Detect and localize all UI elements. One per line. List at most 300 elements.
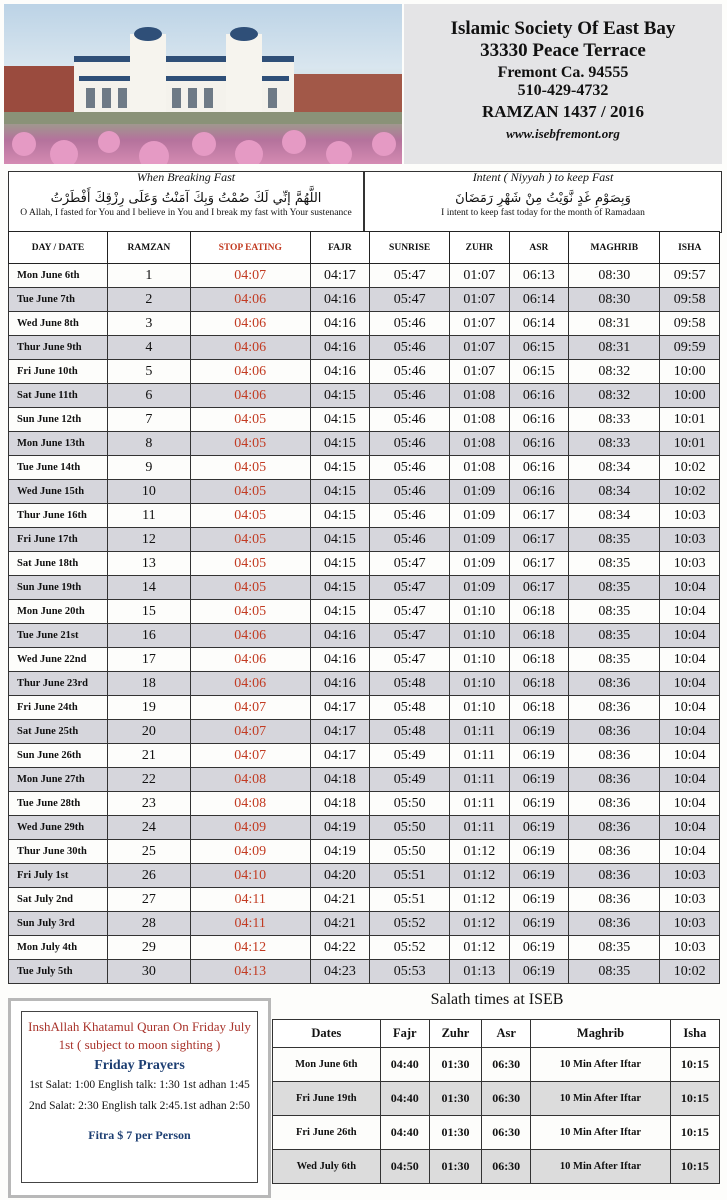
- stop-eating-cell: 04:08: [190, 768, 310, 792]
- table-row: [9, 912, 720, 936]
- ramzan-day-cell: 13: [108, 552, 191, 576]
- day-date-cell: Wed June 22nd: [9, 648, 108, 672]
- asr-cell: 06:19: [509, 888, 569, 912]
- fajr-cell: 04:16: [310, 360, 370, 384]
- asr-cell: 06:17: [509, 528, 569, 552]
- table-row: [9, 624, 720, 648]
- notice-inner: [21, 1011, 258, 1183]
- ramzan-day-cell: 26: [108, 864, 191, 888]
- day-date-cell: Tue July 5th: [9, 960, 108, 984]
- table-row: [9, 864, 720, 888]
- asr-cell: 06:13: [509, 264, 569, 288]
- maghrib-cell: 08:32: [569, 384, 660, 408]
- sunrise-cell: 05:51: [370, 888, 450, 912]
- stop-eating-cell: 04:06: [190, 312, 310, 336]
- fajr-cell: 04:23: [310, 960, 370, 984]
- ramzan-day-cell: 17: [108, 648, 191, 672]
- fajr-cell: 04:16: [310, 648, 370, 672]
- first-salat: 1st Salat: 1:00 English talk: 1:30 1st adhan 1:45: [29, 1079, 250, 1091]
- salath-asr-cell: 06:30: [482, 1150, 531, 1184]
- day-date-cell: Wed June 15th: [9, 480, 108, 504]
- sunrise-cell: 05:48: [370, 720, 450, 744]
- ramzan-day-cell: 20: [108, 720, 191, 744]
- salath-body: [273, 1048, 720, 1184]
- day-date-cell: Tue June 21st: [9, 624, 108, 648]
- stop-eating-cell: 04:11: [190, 888, 310, 912]
- zuhr-cell: 01:10: [450, 600, 510, 624]
- fajr-cell: 04:15: [310, 384, 370, 408]
- stop-eating-cell: 04:06: [190, 648, 310, 672]
- isha-cell: 09:58: [660, 312, 720, 336]
- org-website[interactable]: www.isebfremont.org: [506, 126, 620, 141]
- fajr-cell: 04:19: [310, 840, 370, 864]
- zuhr-cell: 01:07: [450, 360, 510, 384]
- table-row: [9, 480, 720, 504]
- salath-date-cell: Wed July 6th: [273, 1150, 381, 1184]
- stop-eating-cell: 04:09: [190, 840, 310, 864]
- table-row: [9, 720, 720, 744]
- timetable-body: [9, 264, 720, 984]
- day-date-cell: Mon June 13th: [9, 432, 108, 456]
- zuhr-cell: 01:11: [450, 816, 510, 840]
- day-date-cell: Sat June 18th: [9, 552, 108, 576]
- isha-cell: 10:01: [660, 432, 720, 456]
- day-date-cell: Sat June 11th: [9, 384, 108, 408]
- day-date-cell: Fri June 10th: [9, 360, 108, 384]
- sunrise-cell: 05:47: [370, 576, 450, 600]
- fajr-cell: 04:16: [310, 624, 370, 648]
- sunrise-cell: 05:46: [370, 432, 450, 456]
- stop-eating-cell: 04:05: [190, 528, 310, 552]
- asr-cell: 06:16: [509, 480, 569, 504]
- sunrise-cell: 05:48: [370, 672, 450, 696]
- isha-cell: 10:02: [660, 480, 720, 504]
- table-row: [9, 696, 720, 720]
- table-row: [9, 312, 720, 336]
- asr-cell: 06:18: [509, 648, 569, 672]
- sunrise-cell: 05:50: [370, 840, 450, 864]
- fajr-cell: 04:21: [310, 912, 370, 936]
- sunrise-cell: 05:50: [370, 792, 450, 816]
- maghrib-cell: 08:35: [569, 600, 660, 624]
- table-row: [9, 600, 720, 624]
- stop-eating-cell: 04:06: [190, 624, 310, 648]
- day-date-cell: Thur June 30th: [9, 840, 108, 864]
- salath-row: [273, 1082, 720, 1116]
- asr-cell: 06:18: [509, 672, 569, 696]
- ramzan-day-cell: 19: [108, 696, 191, 720]
- table-row: [9, 960, 720, 984]
- table-row: [9, 576, 720, 600]
- isha-cell: 10:04: [660, 672, 720, 696]
- second-salat: 2nd Salat: 2:30 English talk 2:45.1st adhan 2:50: [28, 1100, 251, 1112]
- dua-intent-english: I intent to keep fast today for the month of Ramadaan: [441, 208, 645, 218]
- dua-intent-caption: Intent ( Niyyah ) to keep Fast: [472, 170, 614, 184]
- zuhr-cell: 01:10: [450, 672, 510, 696]
- salath-header-fajr: Fajr: [380, 1020, 429, 1048]
- ramzan-day-cell: 6: [108, 384, 191, 408]
- stop-eating-cell: 04:05: [190, 456, 310, 480]
- table-row: [9, 432, 720, 456]
- ramzan-day-cell: 28: [108, 912, 191, 936]
- salath-date-cell: Fri June 26th: [273, 1116, 381, 1150]
- ramzan-year: RAMZAN 1437 / 2016: [482, 102, 644, 121]
- fitra-amount: Fitra $ 7 per Person: [88, 1128, 191, 1142]
- table-row: [9, 768, 720, 792]
- salath-row: [273, 1150, 720, 1184]
- zuhr-cell: 01:10: [450, 624, 510, 648]
- sunrise-cell: 05:53: [370, 960, 450, 984]
- table-row: [9, 744, 720, 768]
- zuhr-cell: 01:09: [450, 552, 510, 576]
- dua-intent-arabic: وَبِصَوْمِ غَدٍ نَّوَيْتُ مِنْ شَهْرِ رَمَضَانَ: [455, 191, 631, 206]
- maghrib-cell: 08:36: [569, 768, 660, 792]
- stop-eating-cell: 04:12: [190, 936, 310, 960]
- asr-cell: 06:17: [509, 552, 569, 576]
- isha-cell: 10:04: [660, 720, 720, 744]
- isha-cell: 10:03: [660, 552, 720, 576]
- sunrise-cell: 05:47: [370, 648, 450, 672]
- table-row: [9, 288, 720, 312]
- maghrib-cell: 08:31: [569, 312, 660, 336]
- table-row: [9, 936, 720, 960]
- stop-eating-cell: 04:06: [190, 336, 310, 360]
- dua-breaking-box: [8, 171, 364, 233]
- salath-header-dates: Dates: [273, 1020, 381, 1048]
- table-row: [9, 456, 720, 480]
- header-zuhr: ZUHR: [450, 232, 510, 264]
- zuhr-cell: 01:12: [450, 912, 510, 936]
- sunrise-cell: 05:46: [370, 480, 450, 504]
- header-day-date: DAY / DATE: [9, 232, 108, 264]
- day-date-cell: Fri June 17th: [9, 528, 108, 552]
- isha-cell: 10:02: [660, 960, 720, 984]
- isha-cell: 10:04: [660, 624, 720, 648]
- asr-cell: 06:17: [509, 504, 569, 528]
- isha-cell: 10:03: [660, 504, 720, 528]
- dua-breaking-caption: When Breaking Fast: [136, 170, 236, 184]
- header-sunrise: SUNRISE: [370, 232, 450, 264]
- asr-cell: 06:19: [509, 768, 569, 792]
- asr-cell: 06:16: [509, 456, 569, 480]
- stop-eating-cell: 04:05: [190, 408, 310, 432]
- maghrib-cell: 08:35: [569, 528, 660, 552]
- stop-eating-cell: 04:06: [190, 384, 310, 408]
- fajr-cell: 04:15: [310, 528, 370, 552]
- maghrib-cell: 08:30: [569, 264, 660, 288]
- zuhr-cell: 01:07: [450, 264, 510, 288]
- asr-cell: 06:18: [509, 600, 569, 624]
- fajr-cell: 04:18: [310, 768, 370, 792]
- table-row: [9, 264, 720, 288]
- fajr-cell: 04:16: [310, 288, 370, 312]
- fajr-cell: 04:15: [310, 480, 370, 504]
- salath-fajr-cell: 04:40: [380, 1082, 429, 1116]
- day-date-cell: Fri July 1st: [9, 864, 108, 888]
- zuhr-cell: 01:12: [450, 864, 510, 888]
- maghrib-cell: 08:36: [569, 888, 660, 912]
- ramzan-day-cell: 27: [108, 888, 191, 912]
- asr-cell: 06:19: [509, 816, 569, 840]
- maghrib-cell: 08:35: [569, 960, 660, 984]
- ramzan-day-cell: 29: [108, 936, 191, 960]
- sunrise-cell: 05:47: [370, 264, 450, 288]
- zuhr-cell: 01:11: [450, 792, 510, 816]
- fajr-cell: 04:20: [310, 864, 370, 888]
- fajr-cell: 04:16: [310, 336, 370, 360]
- stop-eating-cell: 04:06: [190, 288, 310, 312]
- ramzan-day-cell: 10: [108, 480, 191, 504]
- asr-cell: 06:19: [509, 720, 569, 744]
- salath-header-row: [273, 1020, 720, 1048]
- header-fajr: FAJR: [310, 232, 370, 264]
- zuhr-cell: 01:08: [450, 384, 510, 408]
- day-date-cell: Thur June 23rd: [9, 672, 108, 696]
- asr-cell: 06:19: [509, 960, 569, 984]
- maghrib-cell: 08:35: [569, 936, 660, 960]
- day-date-cell: Sat July 2nd: [9, 888, 108, 912]
- stop-eating-cell: 04:13: [190, 960, 310, 984]
- zuhr-cell: 01:07: [450, 288, 510, 312]
- day-date-cell: Tue June 28th: [9, 792, 108, 816]
- table-row: [9, 840, 720, 864]
- maghrib-cell: 08:36: [569, 840, 660, 864]
- timetable-header-row: [9, 232, 720, 264]
- stop-eating-cell: 04:06: [190, 360, 310, 384]
- sunrise-cell: 05:47: [370, 552, 450, 576]
- ramzan-day-cell: 9: [108, 456, 191, 480]
- org-address: 33330 Peace Terrace: [480, 40, 646, 61]
- salath-isha-cell: 10:15: [670, 1082, 719, 1116]
- fajr-cell: 04:15: [310, 432, 370, 456]
- ramzan-day-cell: 23: [108, 792, 191, 816]
- maghrib-cell: 08:36: [569, 672, 660, 696]
- day-date-cell: Tue June 14th: [9, 456, 108, 480]
- ramzan-day-cell: 12: [108, 528, 191, 552]
- isha-cell: 10:03: [660, 864, 720, 888]
- fajr-cell: 04:17: [310, 744, 370, 768]
- stop-eating-cell: 04:07: [190, 696, 310, 720]
- ramzan-day-cell: 22: [108, 768, 191, 792]
- maghrib-cell: 08:30: [569, 288, 660, 312]
- isha-cell: 10:04: [660, 744, 720, 768]
- zuhr-cell: 01:12: [450, 888, 510, 912]
- sunrise-cell: 05:47: [370, 600, 450, 624]
- asr-cell: 06:19: [509, 864, 569, 888]
- salath-header-isha: Isha: [670, 1020, 719, 1048]
- day-date-cell: Wed June 8th: [9, 312, 108, 336]
- maghrib-cell: 08:32: [569, 360, 660, 384]
- salath-isha-cell: 10:15: [670, 1150, 719, 1184]
- isha-cell: 09:57: [660, 264, 720, 288]
- salath-zuhr-cell: 01:30: [429, 1150, 481, 1184]
- zuhr-cell: 01:07: [450, 312, 510, 336]
- table-row: [9, 552, 720, 576]
- org-name: Islamic Society Of East Bay: [450, 18, 676, 39]
- stop-eating-cell: 04:07: [190, 720, 310, 744]
- table-row: [9, 528, 720, 552]
- zuhr-cell: 01:12: [450, 840, 510, 864]
- table-row: [9, 792, 720, 816]
- salath-row: [273, 1048, 720, 1082]
- asr-cell: 06:19: [509, 840, 569, 864]
- sunrise-cell: 05:46: [370, 408, 450, 432]
- dua-breaking-english: O Allah, I fasted for You and I believe in You and I break my fast with Your sustenance: [20, 208, 352, 218]
- salath-zuhr-cell: 01:30: [429, 1082, 481, 1116]
- maghrib-cell: 08:34: [569, 480, 660, 504]
- table-row: [9, 408, 720, 432]
- isha-cell: 10:03: [660, 912, 720, 936]
- salath-maghrib-cell: 10 Min After Iftar: [531, 1082, 670, 1116]
- fajr-cell: 04:15: [310, 552, 370, 576]
- asr-cell: 06:19: [509, 912, 569, 936]
- day-date-cell: Sun June 19th: [9, 576, 108, 600]
- maghrib-cell: 08:36: [569, 720, 660, 744]
- salath-zuhr-cell: 01:30: [429, 1116, 481, 1150]
- maghrib-cell: 08:36: [569, 744, 660, 768]
- day-date-cell: Thur June 9th: [9, 336, 108, 360]
- sunrise-cell: 05:51: [370, 864, 450, 888]
- maghrib-cell: 08:36: [569, 816, 660, 840]
- salath-title: Salath times at ISEB: [430, 991, 564, 1008]
- sunrise-cell: 05:48: [370, 696, 450, 720]
- day-date-cell: Thur June 16th: [9, 504, 108, 528]
- salath-zuhr-cell: 01:30: [429, 1048, 481, 1082]
- maghrib-cell: 08:34: [569, 504, 660, 528]
- dua-breaking-arabic: اللَّهُمَّ إنِّي لَكَ صُمْتُ وَبِكَ آمَنْتُ وَعَلَى رِزْقِكَ أَفْطَرْتُ: [50, 191, 322, 206]
- org-city: Fremont Ca. 94555: [497, 64, 629, 81]
- zuhr-cell: 01:12: [450, 936, 510, 960]
- maghrib-cell: 08:36: [569, 864, 660, 888]
- table-row: [9, 672, 720, 696]
- maghrib-cell: 08:36: [569, 696, 660, 720]
- ramzan-day-cell: 2: [108, 288, 191, 312]
- ramzan-day-cell: 24: [108, 816, 191, 840]
- isha-cell: 10:04: [660, 840, 720, 864]
- maghrib-cell: 08:34: [569, 456, 660, 480]
- table-row: [9, 816, 720, 840]
- asr-cell: 06:15: [509, 360, 569, 384]
- ramzan-day-cell: 15: [108, 600, 191, 624]
- salath-table: [272, 1019, 720, 1184]
- header-panel: [404, 4, 722, 164]
- salath-date-cell: Mon June 6th: [273, 1048, 381, 1082]
- day-date-cell: Mon June 27th: [9, 768, 108, 792]
- stop-eating-cell: 04:07: [190, 264, 310, 288]
- salath-maghrib-cell: 10 Min After Iftar: [531, 1150, 670, 1184]
- zuhr-cell: 01:07: [450, 336, 510, 360]
- stop-eating-cell: 04:06: [190, 672, 310, 696]
- table-row: [9, 336, 720, 360]
- ramzan-day-cell: 16: [108, 624, 191, 648]
- notice-box: [8, 998, 271, 1198]
- stop-eating-cell: 04:05: [190, 504, 310, 528]
- stop-eating-cell: 04:09: [190, 816, 310, 840]
- salath-date-cell: Fri June 19th: [273, 1082, 381, 1116]
- ramzan-day-cell: 8: [108, 432, 191, 456]
- day-date-cell: Tue June 7th: [9, 288, 108, 312]
- ramzan-day-cell: 4: [108, 336, 191, 360]
- sunrise-cell: 05:46: [370, 312, 450, 336]
- stop-eating-cell: 04:11: [190, 912, 310, 936]
- fajr-cell: 04:21: [310, 888, 370, 912]
- fajr-cell: 04:22: [310, 936, 370, 960]
- day-date-cell: Sun June 26th: [9, 744, 108, 768]
- stop-eating-cell: 04:05: [190, 576, 310, 600]
- stop-eating-cell: 04:05: [190, 480, 310, 504]
- asr-cell: 06:18: [509, 624, 569, 648]
- maghrib-cell: 08:33: [569, 408, 660, 432]
- isha-cell: 10:04: [660, 648, 720, 672]
- sunrise-cell: 05:49: [370, 744, 450, 768]
- ramzan-day-cell: 3: [108, 312, 191, 336]
- khatam-notice: InshAllah Khatamul Quran On Friday July 1st ( subject to moon sighting ): [28, 1019, 251, 1052]
- maghrib-cell: 08:35: [569, 576, 660, 600]
- zuhr-cell: 01:11: [450, 720, 510, 744]
- asr-cell: 06:15: [509, 336, 569, 360]
- sunrise-cell: 05:52: [370, 936, 450, 960]
- fajr-cell: 04:19: [310, 816, 370, 840]
- salath-isha-cell: 10:15: [670, 1048, 719, 1082]
- table-row: [9, 888, 720, 912]
- friday-prayers-title: Friday Prayers: [94, 1058, 185, 1073]
- zuhr-cell: 01:10: [450, 648, 510, 672]
- asr-cell: 06:14: [509, 312, 569, 336]
- maghrib-cell: 08:36: [569, 792, 660, 816]
- zuhr-cell: 01:08: [450, 432, 510, 456]
- zuhr-cell: 01:09: [450, 480, 510, 504]
- salath-asr-cell: 06:30: [482, 1082, 531, 1116]
- asr-cell: 06:16: [509, 432, 569, 456]
- isha-cell: 10:04: [660, 600, 720, 624]
- zuhr-cell: 01:13: [450, 960, 510, 984]
- ramzan-day-cell: 30: [108, 960, 191, 984]
- fajr-cell: 04:17: [310, 696, 370, 720]
- fajr-cell: 04:15: [310, 504, 370, 528]
- asr-cell: 06:16: [509, 384, 569, 408]
- ramzan-day-cell: 14: [108, 576, 191, 600]
- day-date-cell: Sun July 3rd: [9, 912, 108, 936]
- salath-isha-cell: 10:15: [670, 1116, 719, 1150]
- table-row: [9, 504, 720, 528]
- salath-fajr-cell: 04:50: [380, 1150, 429, 1184]
- ramzan-day-cell: 7: [108, 408, 191, 432]
- salath-maghrib-cell: 10 Min After Iftar: [531, 1116, 670, 1150]
- salath-fajr-cell: 04:40: [380, 1116, 429, 1150]
- stop-eating-cell: 04:08: [190, 792, 310, 816]
- zuhr-cell: 01:09: [450, 504, 510, 528]
- fajr-cell: 04:15: [310, 600, 370, 624]
- header-asr: ASR: [509, 232, 569, 264]
- asr-cell: 06:16: [509, 408, 569, 432]
- fajr-cell: 04:16: [310, 672, 370, 696]
- fajr-cell: 04:18: [310, 792, 370, 816]
- isha-cell: 10:04: [660, 792, 720, 816]
- stop-eating-cell: 04:05: [190, 552, 310, 576]
- asr-cell: 06:14: [509, 288, 569, 312]
- ramzan-timetable: [8, 231, 720, 984]
- isha-cell: 10:03: [660, 528, 720, 552]
- fajr-cell: 04:15: [310, 456, 370, 480]
- fajr-cell: 04:16: [310, 312, 370, 336]
- fajr-cell: 04:15: [310, 576, 370, 600]
- sunrise-cell: 05:46: [370, 360, 450, 384]
- ramzan-day-cell: 1: [108, 264, 191, 288]
- day-date-cell: Mon July 4th: [9, 936, 108, 960]
- asr-cell: 06:19: [509, 744, 569, 768]
- fajr-cell: 04:15: [310, 408, 370, 432]
- maghrib-cell: 08:36: [569, 912, 660, 936]
